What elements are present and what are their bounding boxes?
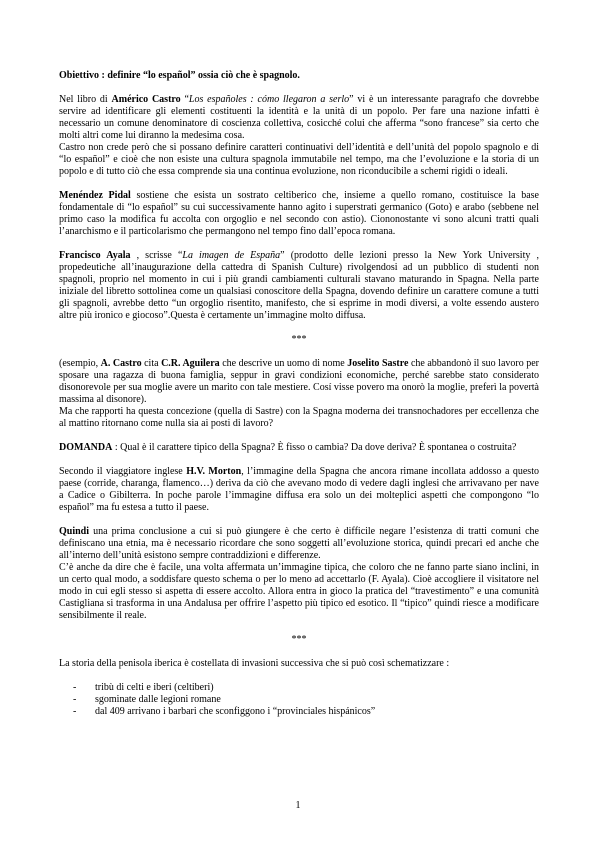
- paragraph-morton: Secondo il viaggiatore inglese H.V. Morton, l’immagine della Spagna che ancora rimane incollata addosso a questo paese (corride, charanga, flamenco…) deriva da ciò che avevano modo di vedere dagli inglesi che arrivavano per nave a Cadice o Gibilterra. In poche parole l’immagine diffusa era solo un dei molteplici aspetti che compongono “lo español” ma fu estesa a tutto il paese.: [59, 466, 539, 513]
- paragraph-domanda: DOMANDA : Qual è il carattere tipico della Spagna? È fisso o cambia? Da dove deriva? È spontanea o costruita?: [59, 442, 517, 453]
- paragraph-conclusion: Quindi una prima conclusione a cui si può giungere è che certo è difficile negare l’esistenza di tratti comuni che definiscano una etnia, ma è necessario ricordare che sono soggetti all’evoluzione storica, quindi precari ed anche che all’interno dell’unità esistono sempre contraddizioni e differenze.: [59, 526, 539, 561]
- paragraph-pidal: Menéndez Pidal sostiene che esista un sostrato celtiberico che, insieme a quello romano, costituisce la base fondamentale di “lo español” su cui successivamente hanno agito i superstrati germanico (Goto) e arabo (sebbene nel primo caso la modifica fu accolta con orgoglio e nel secondo con astio). Ciononostante vi sono alcuni tratti quali l’anarchismo e il particolarismo che permangono nel tempo fino dall’epoca romana.: [59, 190, 539, 237]
- bullet-dash: -: [73, 706, 77, 717]
- paragraph-travestimento: C’è anche da dire che è facile, una volta affermata un’immagine tipica, che coloro che ne fanno parte siano inclini, in un certo qual modo, a soddisfare questo schema o per lo meno ad accettarlo (F. Ayala). Cioè accogliere il visitatore nel modo in cui egli stesso si aspetta di essere accolto. Allora entra in gioco la pratica del “travestimento” e una comunità Castigliana si trasforma in una Andalusa per offrire l’aspetto più tipico ed esotico. Il “tipico” quindi riesce a modificare sensibilmente il reale.: [59, 562, 539, 621]
- section-separator: ***: [291, 334, 307, 345]
- bullet-dash: -: [73, 682, 77, 693]
- invasions-list: [59, 682, 539, 718]
- paragraph-castro-view: Castro non crede però che si possano definire caratteri continuativi dell’identità e dell’unità del popolo spagnolo e di “lo español” e cioè che non esiste una cultura spagnola immutabile nel tempo, ma che l’evoluzione e la storia di un popolo e di tutto ciò che essa comprende sia una continua evoluzione, non riconducibile a schemi rigidi o ideali.: [59, 142, 539, 177]
- paragraph-castro-intro: Nel libro di Américo Castro “Los españoles : cómo llegaron a serlo” vi è un interessante paragrafo che dovrebbe servire ad identificare gli elementi costituenti la identità e la unità di un popolo. Per fare una nazione infatti è necessario un comune denominatore di coscienza collettiva, cosicché colui che afferma “sono francese” sia certo che molti altri come lui diranno la medesima cosa.: [59, 94, 539, 141]
- section-separator-2: ***: [291, 634, 307, 645]
- list-item: - sgominate dalle legioni romane: [73, 694, 221, 705]
- paragraph-sastre-question: Ma che rapporti ha questa concezione (quella di Sastre) con la Spagna moderna dei transnochadores per eccellenza che al mattino ritornano come nulla sia ai posti di lavoro?: [59, 406, 539, 429]
- list-item: - tribù di celti e iberi (celtiberi): [73, 682, 214, 693]
- bullet-dash: -: [73, 694, 77, 705]
- page-number: 1: [295, 800, 301, 811]
- document-title: Obiettivo : definire “lo español” ossia ciò che è spagnolo.: [59, 70, 300, 81]
- paragraph-example-sastre: (esempio, A. Castro cita C.R. Aguilera che descrive un uomo di nome Joselito Sastre che abbandonò il suo lavoro per sposare una ragazza di buona famiglia, seppur in gravi condizioni economiche, perché sarebbe stato considerato disonorevole per sua moglie avere un marito con tale mestiere. Cosí visse povero ma onorò la moglie, preferì la povertà massima al disonore).: [59, 358, 540, 405]
- paragraph-history-intro: La storia della penisola iberica è costellata di invasioni successiva che si può così schematizzare :: [59, 658, 450, 669]
- paragraph-ayala: Francisco Ayala , scrisse “La imagen de España” (prodotto delle lezioni presso la New York University , propedeutiche all’inaugurazione della cattedra di Spanish Culture) rivolgendosi ad un pubblico di studenti non spagnoli, proprio nel momento in cui i più grandi cambiamenti culturali stavano maturando in Spagna. Nella parte iniziale del libretto sottolinea come un qualsiasi conoscitore della Spagna, dovendo definire un carattere comune a tutti gli spagnoli, avrebbe detto “un orgoglio risentito, manifesto, che si esprime in modi diversi, a volte essendo austero altre più ironico e giocoso”.Questa è certamente un’immagine molto diffusa.: [59, 250, 539, 321]
- list-item: - dal 409 arrivano i barbari che sconfiggono i “provinciales hispánicos”: [73, 706, 376, 717]
- document-page: [59, 70, 539, 718]
